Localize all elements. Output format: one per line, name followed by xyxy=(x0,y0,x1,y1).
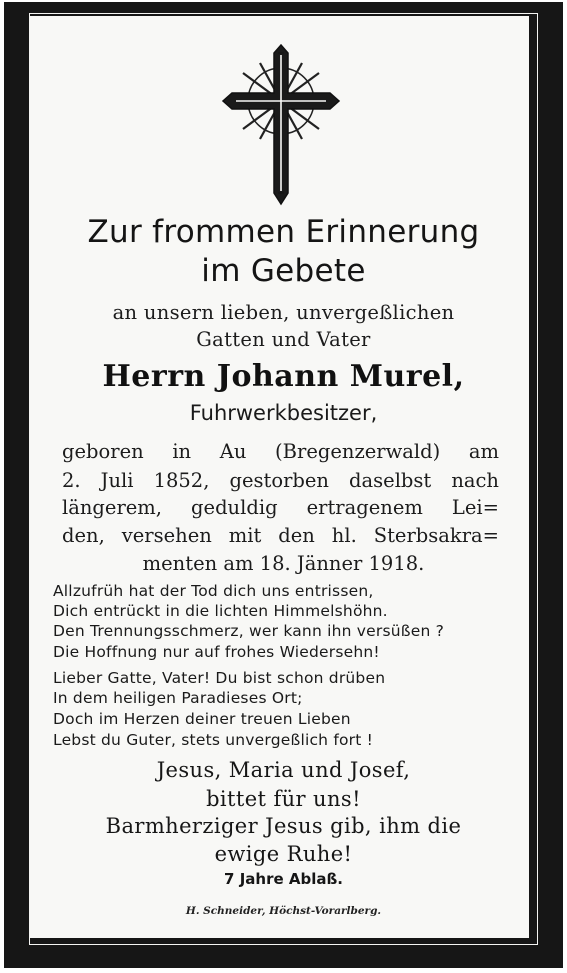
poem-line-6: In dem heiligen Paradieses Ort; xyxy=(53,689,303,707)
poem-line-8: Lebst du Guter, stets unvergeßlich fort ! xyxy=(53,731,374,749)
deceased-occupation: Fuhrwerkbesitzer, xyxy=(189,401,378,425)
printer-imprint: H. Schneider, Höchst-Vorarlberg. xyxy=(185,905,382,917)
prayer-line-1: Jesus, Maria und Josef, xyxy=(156,758,411,782)
heading-line-2: im Gebete xyxy=(201,253,366,289)
poem-line-2: Dich entrückt in die lichten Himmelshöhn. xyxy=(53,602,388,620)
biography-line-1: geboren in Au (Bregenzerwald) am xyxy=(62,440,499,463)
cross-icon xyxy=(218,43,344,206)
prayer-line-4: ewige Ruhe! xyxy=(214,842,353,866)
poem-line-7: Doch im Herzen deiner treuen Lieben xyxy=(53,710,351,728)
dedication-line-1: an unsern lieben, unvergeßlichen xyxy=(112,301,455,324)
biography-line-4: den, versehen mit den hl. Sterbsakra= xyxy=(62,524,499,547)
prayer-line-3: Barmherziger Jesus gib, ihm die xyxy=(105,814,462,838)
biography-line-2: 2. Juli 1852, gestorben daselbst nach xyxy=(62,469,499,492)
biography-line-3: längerem, geduldig ertragenem Lei= xyxy=(62,496,499,519)
prayer-line-2: bittet für uns! xyxy=(206,787,361,811)
poem-line-1: Allzufrüh hat der Tod dich uns entrissen, xyxy=(53,582,374,600)
deceased-name: Herrn Johann Murel, xyxy=(102,359,465,394)
poem-line-3: Den Trennungsschmerz, wer kann ihn versüßen ? xyxy=(53,622,445,640)
indulgence-note: 7 Jahre Ablaß. xyxy=(224,870,343,888)
biography-line-5: menten am 18. Jänner 1918. xyxy=(142,552,425,575)
heading-line-1: Zur frommen Erinnerung xyxy=(87,214,480,250)
dedication-line-2: Gatten und Vater xyxy=(196,328,371,351)
poem-line-4: Die Hoffnung nur auf frohes Wiedersehn! xyxy=(53,643,380,661)
poem-line-5: Lieber Gatte, Vater! Du bist schon drüben xyxy=(53,669,386,687)
